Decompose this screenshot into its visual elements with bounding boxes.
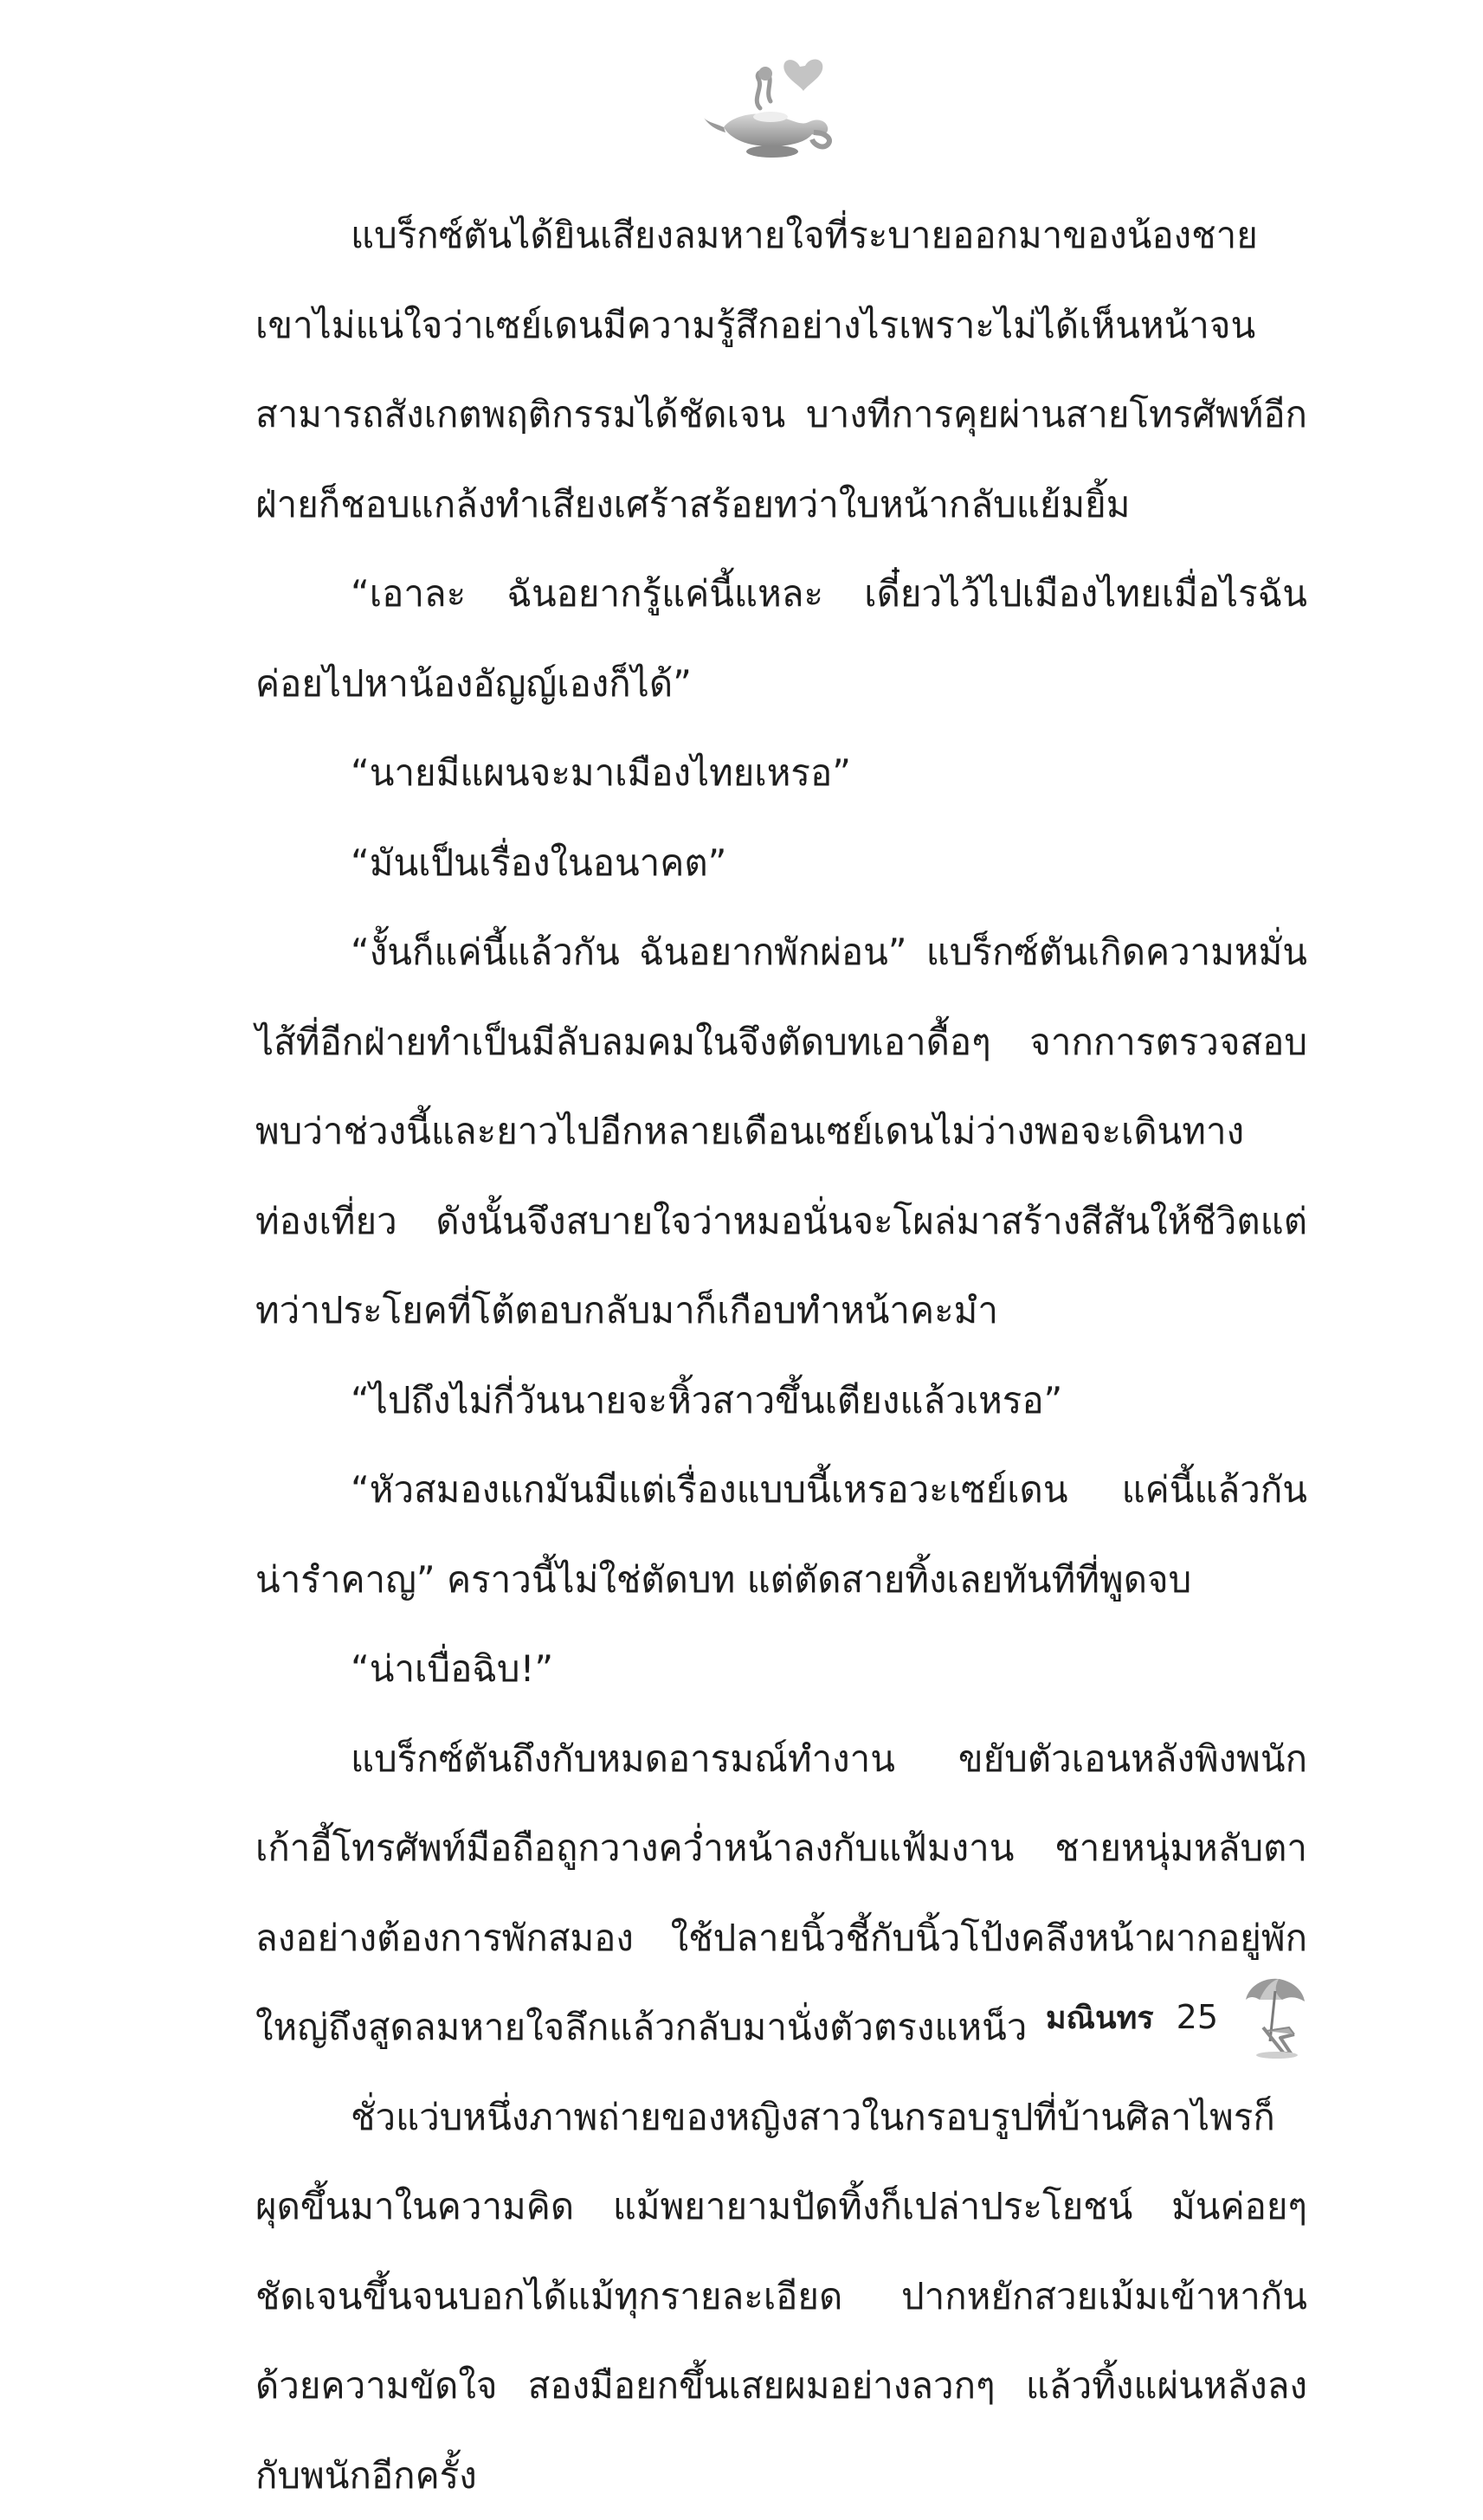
paragraph: “หัวสมองแกมันมีแต่เรื่องแบบนี้เหรอวะเซย์เดน แค่นี้แล้วกันน่ารำคาญ” คราวนี้ไม่ใช่ตัดบท แต่ตัดสายทิ้งเลยทันทีที่พูดจบ [255, 1445, 1307, 1624]
beach-umbrella-chair-icon [1241, 1974, 1310, 2060]
genie-lamp-with-heart-icon [698, 48, 845, 160]
paragraph: “ไปถึงไม่กี่วันนายจะหิ้วสาวขึ้นเตียงแล้วเหรอ” [255, 1356, 1307, 1446]
page-number: 25 [1177, 1998, 1218, 2036]
page-footer [1046, 1969, 1310, 2065]
author-name: มณินทร [1046, 1993, 1154, 2042]
paragraph: แบร็กซ์ตันถึงกับหมดอารมณ์ทำงาน ขยับตัวเอนหลังพิงพนักเก้าอี้โทรศัพท์มือถือถูกวางคว่ำหน้าลงกับแฟ้มงาน ชายหนุ่มหลับตาลงอย่างต้องการพักสมอง ใช้ปลายนิ้วชี้กับนิ้วโป้งคลึงหน้าผากอยู่พักใหญ่ถึงสูดลมหายใจลึกแล้วกลับมานั่งตัวตรงแหน็ว [255, 1714, 1307, 2072]
page-body [255, 190, 1307, 1930]
paragraph: แบร็กซ์ตันได้ยินเสียงลมหายใจที่ระบายออกมาของน้องชาย เขาไม่แน่ใจว่าเซย์เดนมีความรู้สึกอย่างไรเพราะไม่ได้เห็นหน้าจนสามารถสังเกตพฤติกรรมได้ชัดเจน บางทีการคุยผ่านสายโทรศัพท์อีกฝ่ายก็ชอบแกล้งทำเสียงเศร้าสร้อยทว่าใบหน้ากลับแย้มยิ้ม [255, 190, 1307, 549]
paragraph: ชั่วแว่บหนึ่งภาพถ่ายของหญิงสาวในกรอบรูปที่บ้านศิลาไพรก็ผุดขึ้นมาในความคิด แม้พยายามปัดทิ้งก็เปล่าประโยชน์ มันค่อยๆ ชัดเจนขึ้นจนบอกได้แม้ทุกรายละเอียด ปากหยักสวยเม้มเข้าหากันด้วยความขัดใจ สองมือยกขึ้นเสยผมอย่างลวกๆ แล้วทิ้งแผ่นหลังลงกับพนักอีกครั้ง [255, 2072, 1307, 2520]
paragraph: “น่าเบื่อฉิบ!” [255, 1624, 1307, 1714]
paragraph: “มันเป็นเรื่องในอนาคต” [255, 818, 1307, 908]
paragraph: “นายมีแผนจะมาเมืองไทยเหรอ” [255, 728, 1307, 818]
paragraph: “งั้นก็แค่นี้แล้วกัน ฉันอยากพักผ่อน” แบร็กซ์ตันเกิดความหมั่นไส้ที่อีกฝ่ายทำเป็นมีลับลมคมในจึงตัดบทเอาดื้อๆ จากการตรวจสอบพบว่าช่วงนี้และยาวไปอีกหลายเดือนเซย์เดนไม่ว่างพอจะเดินทางท่องเที่ยว ดังนั้นจึงสบายใจว่าหมอนั่นจะโผล่มาสร้างสีสันให้ชีวิตแต่ทว่าประโยคที่โต้ตอบกลับมาก็เกือบทำหน้าคะมำ [255, 907, 1307, 1356]
paragraph: “เอาละ ฉันอยากรู้แค่นี้แหละ เดี๋ยวไว้ไปเมืองไทยเมื่อไรฉันค่อยไปหาน้องอัญญ์เองก็ได้” [255, 549, 1307, 728]
